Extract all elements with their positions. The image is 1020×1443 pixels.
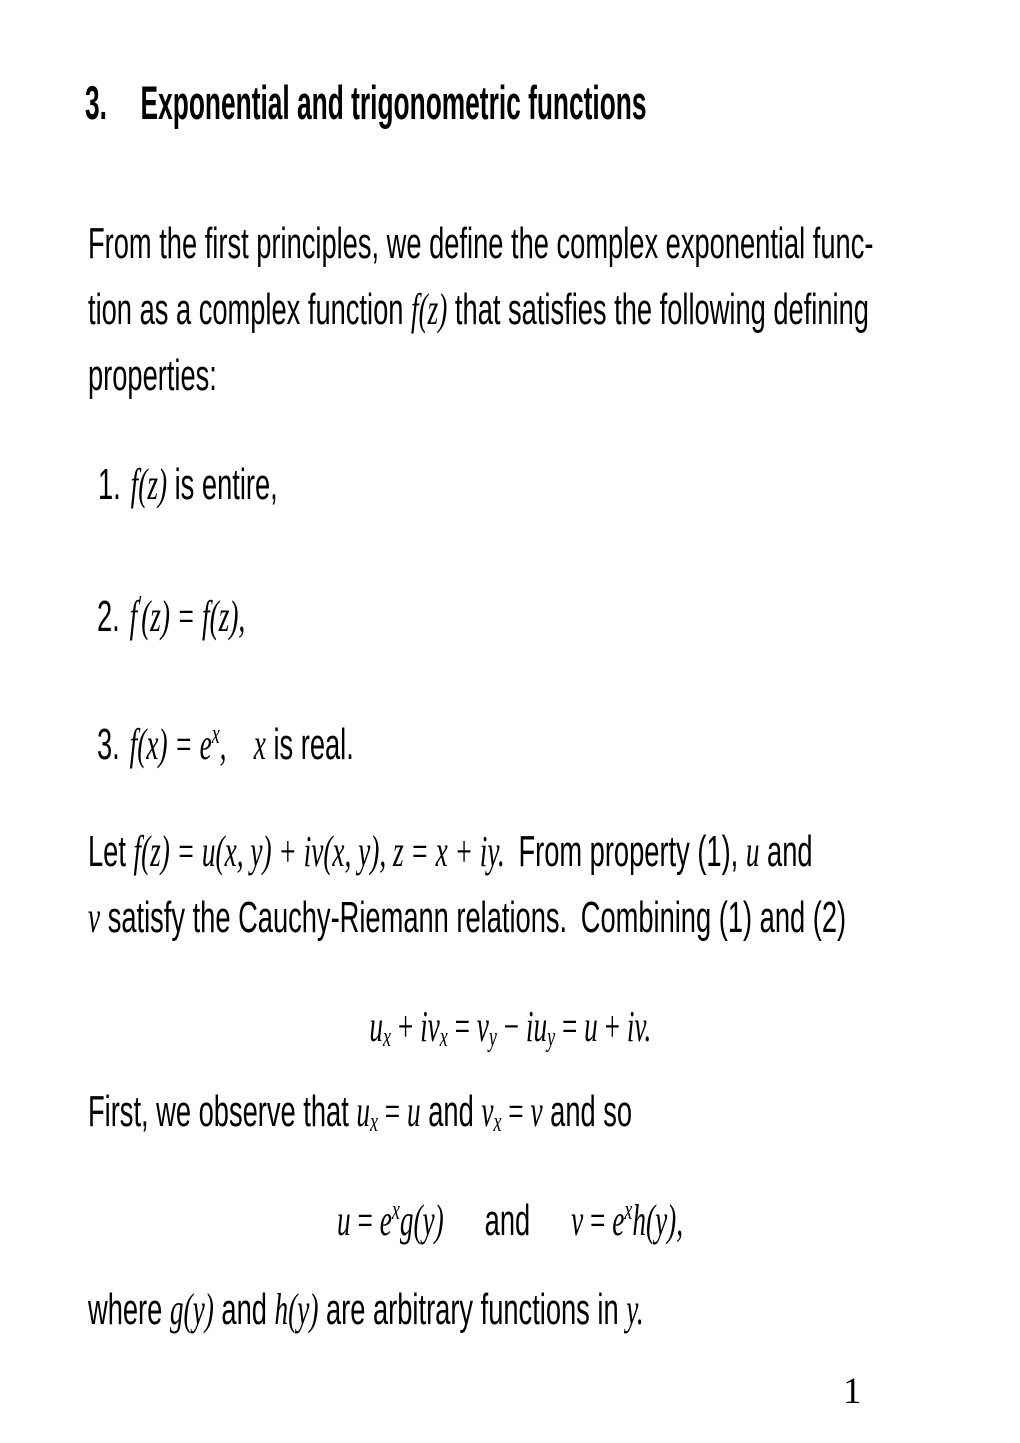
math-run: x <box>493 1106 502 1139</box>
math-run: iv. <box>626 1002 651 1051</box>
math-run: u <box>407 1087 421 1136</box>
math-run: u <box>369 1002 383 1051</box>
math-run: = <box>501 1087 531 1136</box>
math-run: u <box>336 1196 351 1245</box>
math-run: f(x) = e <box>129 720 212 769</box>
math-run: iv <box>419 1002 440 1051</box>
line-content <box>88 277 869 343</box>
text-run: First, we observe that <box>88 1087 357 1136</box>
math-run: y <box>546 1021 555 1054</box>
text-run: is real. <box>265 720 354 769</box>
math-run: = <box>350 1196 380 1245</box>
math-run: iu <box>525 1002 547 1051</box>
line-content <box>88 343 217 409</box>
math-run: x <box>624 1194 633 1227</box>
math-run: v <box>88 893 101 942</box>
math-run: v <box>476 1002 489 1051</box>
text-run: and <box>443 1196 572 1245</box>
observe-line <box>88 1079 966 1145</box>
line-content <box>88 1079 632 1145</box>
text-run: are arbitrary functions in <box>318 1285 627 1334</box>
math-run: h(y), <box>632 1196 684 1245</box>
math-run: = <box>554 1002 584 1051</box>
math-run: x <box>439 1021 448 1054</box>
line-content <box>88 1277 644 1343</box>
text-run: and <box>759 827 813 876</box>
text-run: is entire, <box>167 460 278 509</box>
equation-content <box>337 1188 683 1254</box>
math-run: h(y) <box>274 1285 319 1334</box>
math-run: = <box>447 1002 477 1051</box>
text-run: and <box>420 1087 482 1136</box>
math-run: e <box>379 1196 392 1245</box>
math-run: u <box>356 1087 370 1136</box>
math-run: f(z) = u(x, y) + iv(x, y), z = x + iy. <box>133 827 505 876</box>
line-content <box>97 712 354 778</box>
paragraph1-line1 <box>88 211 1020 277</box>
math-run: v <box>530 1087 543 1136</box>
math-run: e <box>612 1196 625 1245</box>
item-text <box>131 460 278 509</box>
paragraph2-line2 <box>88 885 1020 951</box>
math-run: x <box>211 718 220 751</box>
math-run: , x <box>219 720 266 769</box>
text-run: that satisfies the following defining <box>447 285 869 334</box>
line-content <box>88 819 813 885</box>
text-run: From the first principles, we define the complex exponential func- <box>88 219 874 268</box>
text-run: properties: <box>88 351 217 400</box>
item-number: 3. <box>97 720 120 769</box>
math-run: g(y) <box>399 1196 444 1245</box>
math-run: f <box>129 592 138 641</box>
text-run: satisfy the Cauchy-Riemann relations. Combining (1) and (2) <box>100 893 847 942</box>
page-number: 1 <box>843 1371 862 1412</box>
math-run: f(z) <box>130 460 168 509</box>
equation-content <box>369 994 651 1060</box>
math-run: (z) = f(z), <box>141 592 246 641</box>
math-run: + <box>390 1002 420 1051</box>
item-text <box>130 592 246 641</box>
math-run: u <box>583 1002 598 1051</box>
where-line <box>88 1277 984 1343</box>
math-run: x <box>391 1194 400 1227</box>
math-run: = <box>583 1196 613 1245</box>
math-run: + <box>597 1002 627 1051</box>
line-content <box>97 584 245 650</box>
math-run: ′ <box>137 590 142 623</box>
line-content <box>98 452 278 518</box>
math-run: y. <box>626 1285 644 1334</box>
paragraph1-line2 <box>88 277 1020 343</box>
math-run: v <box>571 1196 584 1245</box>
text-run: and <box>213 1285 275 1334</box>
item-number: 1. <box>98 460 121 509</box>
section-number: 3. <box>85 76 107 129</box>
text-run: tion as a complex function <box>88 285 411 334</box>
text-run: and so <box>542 1087 633 1136</box>
math-run: u <box>745 827 760 876</box>
item-number: 2. <box>97 592 120 641</box>
page-title <box>85 73 1020 134</box>
line-content <box>88 885 846 951</box>
text-run: Let <box>88 827 134 876</box>
line-content <box>88 211 873 277</box>
list-item-3 <box>97 712 511 778</box>
math-run: = <box>377 1087 408 1136</box>
math-run: g(y) <box>169 1285 214 1334</box>
page-title-content <box>85 73 647 134</box>
text-run: From property (1), <box>504 827 746 876</box>
math-run: x <box>382 1021 391 1054</box>
display-equation-2 <box>0 1188 1020 1254</box>
math-run: v <box>481 1087 494 1136</box>
paragraph2-line1 <box>88 819 1020 885</box>
paragraph1-line3 <box>88 343 296 409</box>
math-run: y <box>488 1021 497 1054</box>
math-run: − <box>496 1002 526 1051</box>
item-text <box>130 720 354 769</box>
math-run: f(z) <box>410 285 448 334</box>
list-item-2 <box>97 584 336 650</box>
text-run: where <box>88 1285 170 1334</box>
display-equation-1 <box>0 994 1020 1060</box>
section-title-text: Exponential and trigonometric functions <box>140 76 647 129</box>
list-item-1 <box>98 452 388 518</box>
math-run: x <box>369 1106 378 1139</box>
